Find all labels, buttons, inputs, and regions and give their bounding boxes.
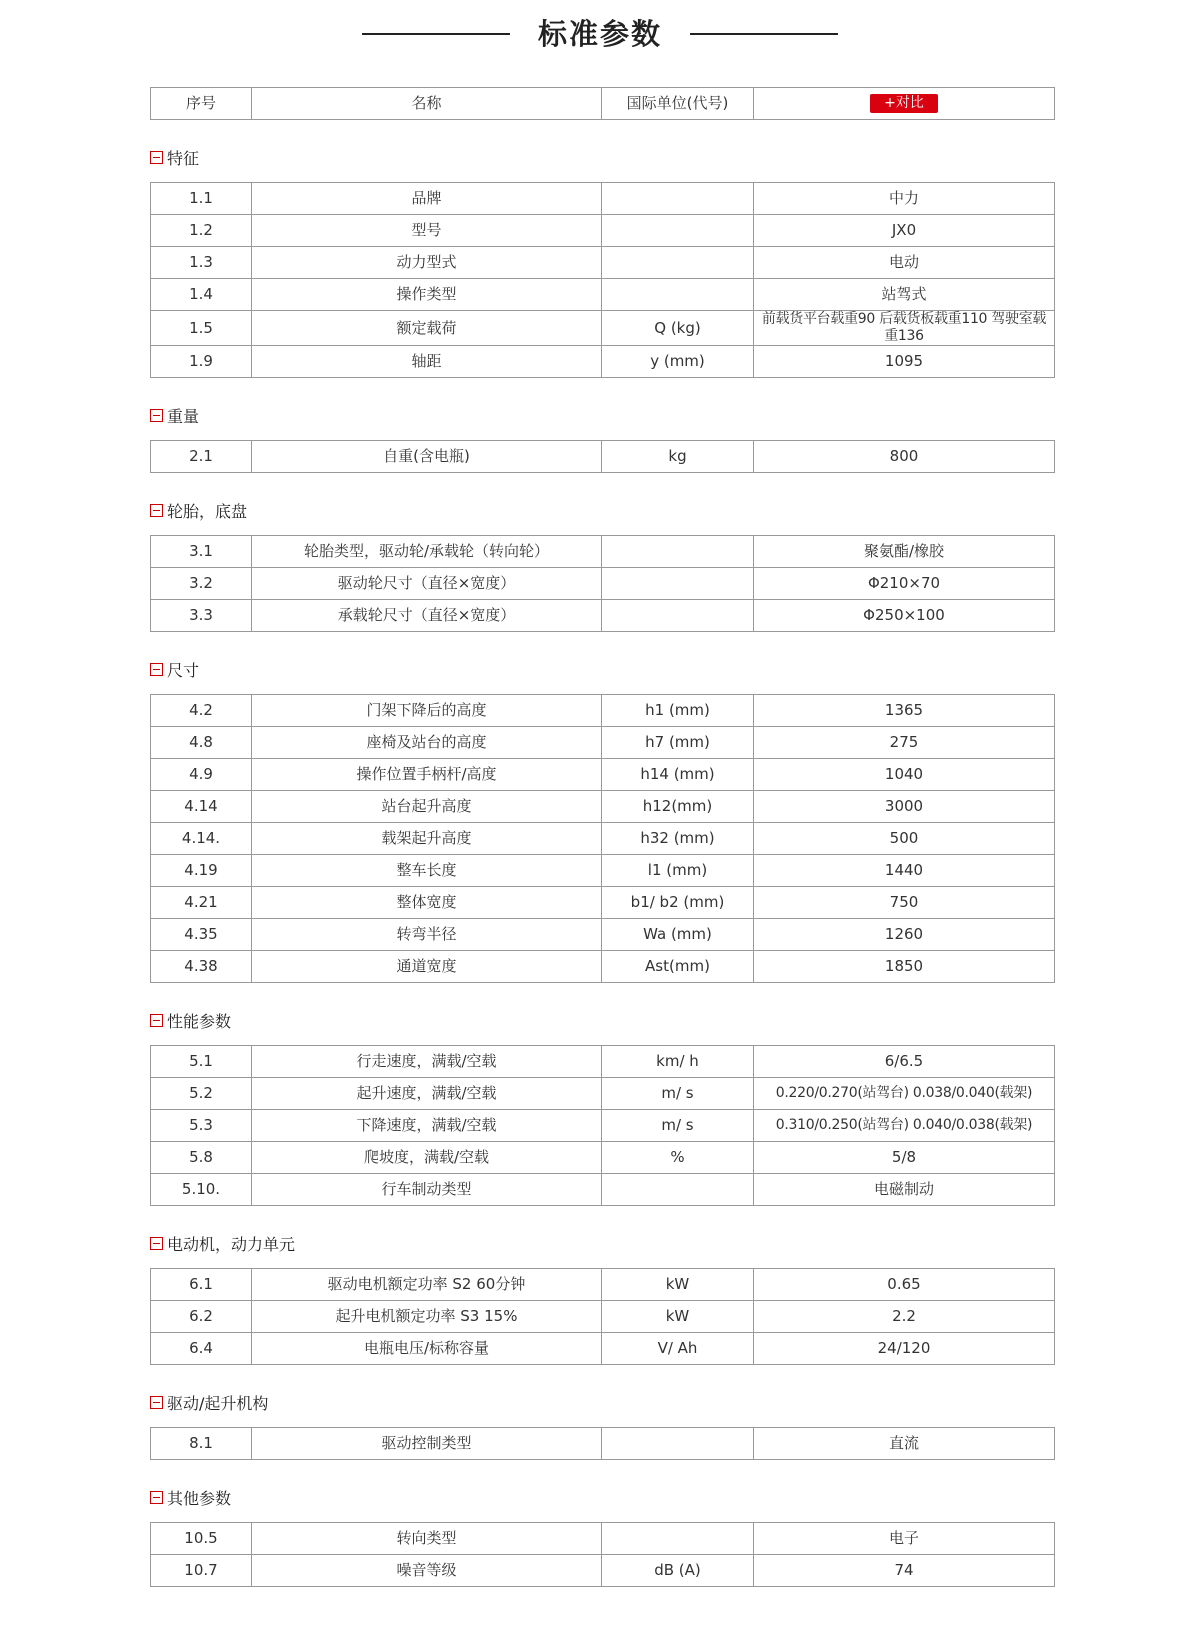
row-name: 座椅及站台的高度	[252, 727, 602, 759]
section-header[interactable]	[150, 403, 1054, 427]
title-line-right	[690, 33, 838, 35]
row-unit	[602, 1174, 754, 1206]
section-title: 电动机，动力单元	[167, 1234, 296, 1254]
row-name: 操作位置手柄杆/高度	[252, 759, 602, 791]
row-value: 5/8	[754, 1142, 1055, 1174]
row-index: 4.14.	[151, 823, 252, 855]
row-name: 驱动轮尺寸（直径×宽度）	[252, 568, 602, 600]
row-index: 3.2	[151, 568, 252, 600]
section-title: 尺寸	[167, 660, 200, 680]
row-unit: kg	[602, 441, 754, 473]
row-unit: m/ s	[602, 1078, 754, 1110]
row-unit	[602, 279, 754, 311]
row-unit	[602, 1523, 754, 1555]
row-name: 品牌	[252, 183, 602, 215]
row-value: 站驾式	[754, 279, 1055, 311]
row-name: 行车制动类型	[252, 1174, 602, 1206]
table-row	[151, 1428, 1055, 1460]
table-row	[151, 215, 1055, 247]
section-title: 性能参数	[167, 1011, 232, 1031]
row-index: 4.14	[151, 791, 252, 823]
row-value: 1440	[754, 855, 1055, 887]
row-name: 轮胎类型，驱动轮/承载轮（转向轮）	[252, 536, 602, 568]
table-row	[151, 951, 1055, 983]
compare-button[interactable]: +对比	[870, 94, 938, 113]
table-row	[151, 1174, 1055, 1206]
row-unit: Q (kg)	[602, 311, 754, 346]
row-value: 500	[754, 823, 1055, 855]
row-unit: V/ Ah	[602, 1333, 754, 1365]
table-row	[151, 279, 1055, 311]
spec-table	[150, 694, 1055, 983]
header-index: 序号	[151, 88, 252, 120]
row-index: 3.1	[151, 536, 252, 568]
page-header	[0, 14, 1200, 54]
collapse-minus-icon[interactable]	[150, 663, 163, 676]
row-value: JX0	[754, 215, 1055, 247]
table-row	[151, 759, 1055, 791]
row-name: 整体宽度	[252, 887, 602, 919]
table-row	[151, 311, 1055, 346]
section-title: 驱动/起升机构	[167, 1393, 269, 1413]
header-row	[151, 88, 1055, 120]
row-index: 4.21	[151, 887, 252, 919]
row-name: 转向类型	[252, 1523, 602, 1555]
collapse-minus-icon[interactable]	[150, 1014, 163, 1027]
row-unit	[602, 1428, 754, 1460]
row-index: 5.1	[151, 1046, 252, 1078]
table-row	[151, 1523, 1055, 1555]
row-unit: Wa (mm)	[602, 919, 754, 951]
row-value: 直流	[754, 1428, 1055, 1460]
page-title: 标准参数	[537, 17, 662, 51]
row-index: 10.7	[151, 1555, 252, 1587]
row-index: 8.1	[151, 1428, 252, 1460]
collapse-minus-icon[interactable]	[150, 1491, 163, 1504]
table-row	[151, 1142, 1055, 1174]
row-index: 2.1	[151, 441, 252, 473]
row-name: 动力型式	[252, 247, 602, 279]
table-row	[151, 791, 1055, 823]
row-unit	[602, 247, 754, 279]
row-name: 起升速度，满载/空载	[252, 1078, 602, 1110]
table-row	[151, 727, 1055, 759]
row-name: 自重(含电瓶)	[252, 441, 602, 473]
table-row	[151, 1110, 1055, 1142]
row-unit: h1 (mm)	[602, 695, 754, 727]
row-value: 0.220/0.270(站驾台) 0.038/0.040(载架)	[754, 1078, 1055, 1110]
row-unit	[602, 568, 754, 600]
table-row	[151, 568, 1055, 600]
row-value: 275	[754, 727, 1055, 759]
row-index: 6.4	[151, 1333, 252, 1365]
table-row	[151, 600, 1055, 632]
row-value: 电子	[754, 1523, 1055, 1555]
spec-table	[150, 1427, 1055, 1460]
row-value: 0.65	[754, 1269, 1055, 1301]
spec-table	[150, 182, 1055, 378]
row-name: 爬坡度，满载/空载	[252, 1142, 602, 1174]
row-index: 10.5	[151, 1523, 252, 1555]
row-index: 6.2	[151, 1301, 252, 1333]
row-index: 4.8	[151, 727, 252, 759]
row-value: 74	[754, 1555, 1055, 1587]
collapse-minus-icon[interactable]	[150, 409, 163, 422]
row-name: 驱动控制类型	[252, 1428, 602, 1460]
section-title: 重量	[167, 406, 200, 426]
row-index: 4.35	[151, 919, 252, 951]
table-row	[151, 1333, 1055, 1365]
row-unit: kW	[602, 1301, 754, 1333]
row-unit: h7 (mm)	[602, 727, 754, 759]
row-value: 1365	[754, 695, 1055, 727]
table-row	[151, 919, 1055, 951]
row-unit: b1/ b2 (mm)	[602, 887, 754, 919]
table-row	[151, 695, 1055, 727]
row-unit: km/ h	[602, 1046, 754, 1078]
row-name: 下降速度，满载/空载	[252, 1110, 602, 1142]
row-value: 1260	[754, 919, 1055, 951]
section-header[interactable]	[150, 498, 1054, 522]
row-index: 1.4	[151, 279, 252, 311]
row-value: 电磁制动	[754, 1174, 1055, 1206]
row-name: 噪音等级	[252, 1555, 602, 1587]
row-unit: m/ s	[602, 1110, 754, 1142]
row-name: 承载轮尺寸（直径×宽度）	[252, 600, 602, 632]
row-name: 通道宽度	[252, 951, 602, 983]
spec-table	[150, 440, 1055, 473]
row-index: 4.19	[151, 855, 252, 887]
table-row	[151, 1555, 1055, 1587]
title-line-left	[362, 33, 510, 35]
row-value: 750	[754, 887, 1055, 919]
table-row	[151, 441, 1055, 473]
table-row	[151, 1269, 1055, 1301]
row-name: 型号	[252, 215, 602, 247]
row-unit	[602, 215, 754, 247]
row-name: 门架下降后的高度	[252, 695, 602, 727]
section-header[interactable]	[150, 1390, 1054, 1414]
row-name: 驱动电机额定功率 S2 60分钟	[252, 1269, 602, 1301]
row-index: 4.9	[151, 759, 252, 791]
row-unit: dB (A)	[602, 1555, 754, 1587]
spec-table	[150, 1522, 1055, 1587]
row-index: 1.9	[151, 346, 252, 378]
table-row	[151, 887, 1055, 919]
collapse-minus-icon[interactable]	[150, 151, 163, 164]
section-header[interactable]	[150, 1485, 1054, 1509]
table-row	[151, 1301, 1055, 1333]
row-value: 800	[754, 441, 1055, 473]
spec-table	[150, 1045, 1055, 1206]
row-value: 24/120	[754, 1333, 1055, 1365]
row-unit	[602, 600, 754, 632]
row-unit: h32 (mm)	[602, 823, 754, 855]
spec-table	[150, 1268, 1055, 1365]
row-unit	[602, 536, 754, 568]
row-index: 4.38	[151, 951, 252, 983]
row-unit: Ast(mm)	[602, 951, 754, 983]
row-unit: h12(mm)	[602, 791, 754, 823]
header-compare-cell	[754, 88, 1055, 120]
row-index: 5.8	[151, 1142, 252, 1174]
table-row	[151, 346, 1055, 378]
section-title: 特征	[167, 148, 200, 168]
row-index: 1.1	[151, 183, 252, 215]
table-row	[151, 536, 1055, 568]
section-title: 轮胎，底盘	[167, 501, 248, 521]
row-value: 电动	[754, 247, 1055, 279]
row-value: 0.310/0.250(站驾台) 0.040/0.038(载架)	[754, 1110, 1055, 1142]
row-name: 操作类型	[252, 279, 602, 311]
row-index: 5.10.	[151, 1174, 252, 1206]
row-value: 聚氨酯/橡胶	[754, 536, 1055, 568]
table-row	[151, 1046, 1055, 1078]
row-unit: %	[602, 1142, 754, 1174]
header-unit: 国际单位(代号)	[602, 88, 754, 120]
row-value: 前载货平台载重90 后载货板载重110 驾驶室载重136	[754, 311, 1055, 346]
row-index: 4.2	[151, 695, 252, 727]
section-title: 其他参数	[167, 1488, 232, 1508]
row-index: 5.2	[151, 1078, 252, 1110]
table-row	[151, 855, 1055, 887]
collapse-minus-icon[interactable]	[150, 1237, 163, 1250]
table-row	[151, 823, 1055, 855]
section-header[interactable]	[150, 145, 1054, 169]
spec-header-table	[150, 87, 1055, 120]
row-name: 起升电机额定功率 S3 15%	[252, 1301, 602, 1333]
row-name: 转弯半径	[252, 919, 602, 951]
row-name: 载架起升高度	[252, 823, 602, 855]
row-unit: y (mm)	[602, 346, 754, 378]
header-name: 名称	[252, 88, 602, 120]
row-value: Φ250×100	[754, 600, 1055, 632]
row-unit	[602, 183, 754, 215]
row-value: 1095	[754, 346, 1055, 378]
row-index: 1.2	[151, 215, 252, 247]
table-row	[151, 1078, 1055, 1110]
row-value: 6/6.5	[754, 1046, 1055, 1078]
row-value: 中力	[754, 183, 1055, 215]
row-index: 5.3	[151, 1110, 252, 1142]
section-header[interactable]	[150, 1008, 1054, 1032]
row-unit: l1 (mm)	[602, 855, 754, 887]
collapse-minus-icon[interactable]	[150, 504, 163, 517]
row-value: 1850	[754, 951, 1055, 983]
row-value: 2.2	[754, 1301, 1055, 1333]
row-name: 站台起升高度	[252, 791, 602, 823]
row-value: 1040	[754, 759, 1055, 791]
table-row	[151, 183, 1055, 215]
row-index: 3.3	[151, 600, 252, 632]
row-name: 轴距	[252, 346, 602, 378]
row-name: 行走速度，满载/空载	[252, 1046, 602, 1078]
row-name: 额定载荷	[252, 311, 602, 346]
row-index: 1.3	[151, 247, 252, 279]
row-value: Φ210×70	[754, 568, 1055, 600]
table-row	[151, 247, 1055, 279]
row-unit: h14 (mm)	[602, 759, 754, 791]
row-unit: kW	[602, 1269, 754, 1301]
spec-content	[150, 87, 1054, 1587]
section-header[interactable]	[150, 1231, 1054, 1255]
row-name: 电瓶电压/标称容量	[252, 1333, 602, 1365]
section-header[interactable]	[150, 657, 1054, 681]
row-value: 3000	[754, 791, 1055, 823]
row-index: 6.1	[151, 1269, 252, 1301]
row-index: 1.5	[151, 311, 252, 346]
spec-table	[150, 535, 1055, 632]
row-name: 整车长度	[252, 855, 602, 887]
collapse-minus-icon[interactable]	[150, 1396, 163, 1409]
